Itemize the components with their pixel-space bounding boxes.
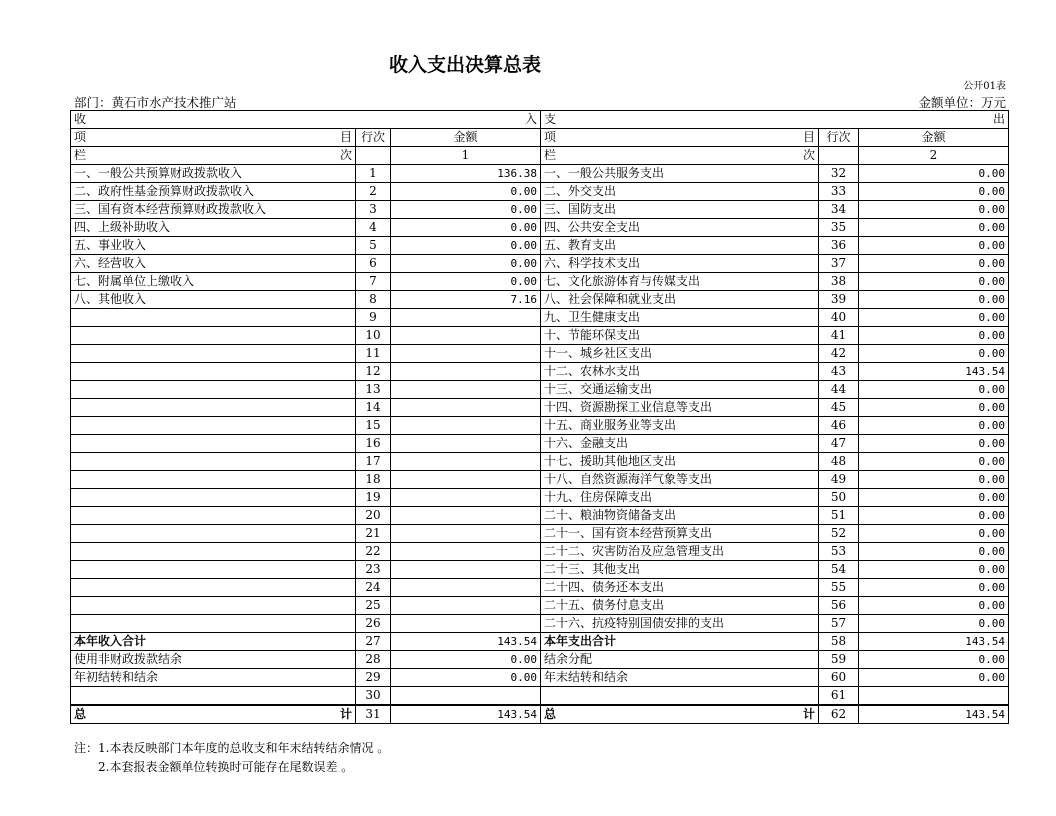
income-row-number: 19 (356, 489, 391, 507)
expense-item-label: 六、科学技术支出 (541, 255, 819, 273)
table-row (71, 615, 1009, 633)
income-item-label (71, 597, 356, 615)
table-row (71, 453, 1009, 471)
income-item-label (71, 615, 356, 633)
income-item-label (71, 309, 356, 327)
income-amount (391, 489, 541, 507)
expense-row-number: 34 (819, 201, 859, 219)
income-amount (391, 507, 541, 525)
income-header-cell: 收 入 (71, 111, 541, 129)
expense-amount: 0.00 (859, 525, 1009, 543)
income-row-number: 12 (356, 363, 391, 381)
table-row (71, 489, 1009, 507)
expense-row-number: 43 (819, 363, 859, 381)
expense-amount: 0.00 (859, 543, 1009, 561)
expense-amount: 0.00 (859, 453, 1009, 471)
expense-item-label: 十八、自然资源海洋气象等支出 (541, 471, 819, 489)
table-row (71, 561, 1009, 579)
expense-amount: 0.00 (859, 579, 1009, 597)
income-row-number: 11 (356, 345, 391, 363)
expense-row-number: 53 (819, 543, 859, 561)
income-row-number: 21 (356, 525, 391, 543)
expense-amount: 0.00 (859, 327, 1009, 345)
expense-row-number: 58 (819, 633, 859, 651)
subtotal-row (71, 633, 1009, 651)
table-row (71, 687, 1009, 706)
expense-row-number: 39 (819, 291, 859, 309)
expense-item-label: 年末结转和结余 (541, 669, 819, 687)
expense-col-index-label: 栏 次 (541, 147, 819, 165)
income-row-number: 18 (356, 471, 391, 489)
expense-amount: 0.00 (859, 507, 1009, 525)
income-row-number: 16 (356, 435, 391, 453)
expense-row-number: 54 (819, 561, 859, 579)
income-amount (391, 687, 541, 706)
note-2: 2.本套报表金额单位转换时可能存在尾数误差 。 (98, 760, 354, 774)
income-row-number: 5 (356, 237, 391, 255)
expense-amount: 0.00 (859, 471, 1009, 489)
expense-row-number: 59 (819, 651, 859, 669)
income-item-label (71, 381, 356, 399)
expense-amount: 0.00 (859, 489, 1009, 507)
income-amount: 0.00 (391, 183, 541, 201)
income-total-amount: 143.54 (391, 705, 541, 724)
expense-row-number: 33 (819, 183, 859, 201)
expense-item-label: 二十、粮油物资储备支出 (541, 507, 819, 525)
table-row (71, 651, 1009, 669)
income-row-number: 10 (356, 327, 391, 345)
expense-row-number: 62 (819, 705, 859, 724)
income-row-number: 6 (356, 255, 391, 273)
table-row (71, 363, 1009, 381)
expense-item-label: 二十一、国有资本经营预算支出 (541, 525, 819, 543)
expense-item-label: 十四、资源勘探工业信息等支出 (541, 399, 819, 417)
income-row-number: 22 (356, 543, 391, 561)
expense-row-number: 36 (819, 237, 859, 255)
income-amount (391, 453, 541, 471)
income-amount: 143.54 (391, 633, 541, 651)
expense-amount: 0.00 (859, 291, 1009, 309)
income-item-header: 项 目 (71, 129, 356, 147)
income-row-number: 23 (356, 561, 391, 579)
expense-row-number: 38 (819, 273, 859, 291)
expense-row-number: 44 (819, 381, 859, 399)
expense-amount: 0.00 (859, 309, 1009, 327)
income-amount (391, 399, 541, 417)
expense-item-label: 二十二、灾害防治及应急管理支出 (541, 543, 819, 561)
expense-amount: 143.54 (859, 633, 1009, 651)
table-row (71, 669, 1009, 687)
expense-row-number: 55 (819, 579, 859, 597)
income-item-label: 三、国有资本经营预算财政拨款收入 (71, 201, 356, 219)
expense-item-label: 二、外交支出 (541, 183, 819, 201)
income-amount (391, 417, 541, 435)
income-row-number: 1 (356, 165, 391, 183)
table-row (71, 381, 1009, 399)
income-row-number: 30 (356, 687, 391, 706)
expense-amount: 0.00 (859, 165, 1009, 183)
expense-amount: 0.00 (859, 435, 1009, 453)
department-label: 部门：黄石市水产技术推广站 (74, 95, 237, 110)
expense-amount: 0.00 (859, 417, 1009, 435)
income-item-label (71, 471, 356, 489)
expense-item-label: 二十五、债务付息支出 (541, 597, 819, 615)
expense-item-label: 九、卫生健康支出 (541, 309, 819, 327)
income-amount: 136.38 (391, 165, 541, 183)
income-item-label: 四、上级补助收入 (71, 219, 356, 237)
income-item-label (71, 327, 356, 345)
table-row (71, 201, 1009, 219)
income-row-number: 3 (356, 201, 391, 219)
income-amount (391, 381, 541, 399)
expense-item-label: 二十四、债务还本支出 (541, 579, 819, 597)
expense-item-label: 十二、农林水支出 (541, 363, 819, 381)
table-row (71, 237, 1009, 255)
expense-col-index: 2 (859, 147, 1009, 165)
expense-item-label: 二十三、其他支出 (541, 561, 819, 579)
income-row-number: 14 (356, 399, 391, 417)
header-row-category (71, 111, 1009, 129)
income-row-number: 20 (356, 507, 391, 525)
expense-row-number: 61 (819, 687, 859, 706)
table-row (71, 399, 1009, 417)
expense-amount (859, 687, 1009, 706)
income-total-label: 总 计 (71, 705, 356, 724)
income-amount (391, 345, 541, 363)
income-item-label: 五、事业收入 (71, 237, 356, 255)
expense-amount: 143.54 (859, 363, 1009, 381)
income-item-label: 二、政府性基金预算财政拨款收入 (71, 183, 356, 201)
note-1: 注：1.本表反映部门本年度的总收支和年末结转结余情况 。 (74, 741, 390, 755)
expense-item-label: 十九、住房保障支出 (541, 489, 819, 507)
table-row (71, 543, 1009, 561)
income-item-label (71, 687, 356, 706)
expense-item-label: 本年支出合计 (541, 633, 819, 651)
expense-row-number: 48 (819, 453, 859, 471)
header-row-column-index (71, 147, 1009, 165)
expense-item-header: 项 目 (541, 129, 819, 147)
income-row-number: 8 (356, 291, 391, 309)
income-amount (391, 435, 541, 453)
income-amount (391, 579, 541, 597)
form-code: 公开01表 (963, 81, 1006, 92)
income-item-label (71, 345, 356, 363)
income-amount (391, 597, 541, 615)
expense-total-label: 总 计 (541, 705, 819, 724)
income-item-label (71, 561, 356, 579)
table-row (71, 273, 1009, 291)
expense-item-label: 十三、交通运输支出 (541, 381, 819, 399)
expense-item-label: 五、教育支出 (541, 237, 819, 255)
expense-row-number: 35 (819, 219, 859, 237)
table-row (71, 183, 1009, 201)
income-amount: 0.00 (391, 651, 541, 669)
income-col-index-label: 栏 次 (71, 147, 356, 165)
income-amount: 0.00 (391, 255, 541, 273)
expense-item-label: 三、国防支出 (541, 201, 819, 219)
income-row-number: 29 (356, 669, 391, 687)
income-item-label (71, 417, 356, 435)
expense-item-label: 十五、商业服务业等支出 (541, 417, 819, 435)
income-amount: 0.00 (391, 201, 541, 219)
footnotes (74, 739, 389, 777)
expense-item-label: 十六、金融支出 (541, 435, 819, 453)
income-amount (391, 615, 541, 633)
expense-item-label: 二十六、抗疫特别国债安排的支出 (541, 615, 819, 633)
income-amount-header: 金额 (391, 129, 541, 147)
income-row-number: 13 (356, 381, 391, 399)
table-row (71, 579, 1009, 597)
expense-item-label: 四、公共安全支出 (541, 219, 819, 237)
expense-row-number: 51 (819, 507, 859, 525)
income-amount (391, 543, 541, 561)
expense-item-label: 十、节能环保支出 (541, 327, 819, 345)
income-amount (391, 309, 541, 327)
expense-row-number: 47 (819, 435, 859, 453)
expense-amount: 0.00 (859, 219, 1009, 237)
income-item-label: 八、其他收入 (71, 291, 356, 309)
expense-row-number: 42 (819, 345, 859, 363)
expense-amount: 0.00 (859, 669, 1009, 687)
income-rowno-header: 行次 (356, 129, 391, 147)
expense-amount-header: 金额 (859, 129, 1009, 147)
income-amount (391, 561, 541, 579)
income-item-label (71, 363, 356, 381)
income-item-label (71, 525, 356, 543)
income-item-label (71, 507, 356, 525)
expense-amount: 0.00 (859, 201, 1009, 219)
expense-amount: 0.00 (859, 399, 1009, 417)
expense-amount: 0.00 (859, 255, 1009, 273)
table-row (71, 525, 1009, 543)
income-item-label: 年初结转和结余 (71, 669, 356, 687)
income-amount: 0.00 (391, 273, 541, 291)
income-expense-table (70, 110, 1009, 724)
income-item-label: 一、一般公共预算财政拨款收入 (71, 165, 356, 183)
expense-row-number: 52 (819, 525, 859, 543)
amount-unit-label: 金额单位：万元 (918, 95, 1006, 110)
income-row-number: 28 (356, 651, 391, 669)
income-amount (391, 327, 541, 345)
expense-amount: 0.00 (859, 597, 1009, 615)
income-row-number: 15 (356, 417, 391, 435)
income-amount: 0.00 (391, 237, 541, 255)
table-row (71, 291, 1009, 309)
income-amount: 7.16 (391, 291, 541, 309)
header-row-columns (71, 129, 1009, 147)
expense-item-label: 七、文化旅游体育与传媒支出 (541, 273, 819, 291)
expense-amount: 0.00 (859, 183, 1009, 201)
expense-row-number: 45 (819, 399, 859, 417)
expense-header-cell: 支 出 (541, 111, 1009, 129)
expense-row-number: 50 (819, 489, 859, 507)
income-row-number: 2 (356, 183, 391, 201)
income-item-label: 使用非财政拨款结余 (71, 651, 356, 669)
table-row (71, 507, 1009, 525)
expense-item-label: 十七、援助其他地区支出 (541, 453, 819, 471)
income-row-number: 27 (356, 633, 391, 651)
income-row-number: 17 (356, 453, 391, 471)
income-item-label: 本年收入合计 (71, 633, 356, 651)
income-row-number: 24 (356, 579, 391, 597)
expense-row-number: 41 (819, 327, 859, 345)
expense-row-number: 57 (819, 615, 859, 633)
table-row (71, 165, 1009, 183)
table-row (71, 597, 1009, 615)
expense-row-number: 37 (819, 255, 859, 273)
expense-item-label: 十一、城乡社区支出 (541, 345, 819, 363)
expense-amount: 0.00 (859, 345, 1009, 363)
expense-total-amount: 143.54 (859, 705, 1009, 724)
expense-row-number: 46 (819, 417, 859, 435)
table-row (71, 345, 1009, 363)
expense-row-number: 60 (819, 669, 859, 687)
expense-item-label: 一、一般公共服务支出 (541, 165, 819, 183)
income-item-label (71, 435, 356, 453)
expense-amount: 0.00 (859, 381, 1009, 399)
income-item-label: 六、经营收入 (71, 255, 356, 273)
expense-row-number: 56 (819, 597, 859, 615)
expense-amount: 0.00 (859, 561, 1009, 579)
income-row-number: 9 (356, 309, 391, 327)
table-row (71, 471, 1009, 489)
table-row (71, 309, 1009, 327)
income-item-label (71, 399, 356, 417)
expense-row-number: 40 (819, 309, 859, 327)
income-col-index: 1 (391, 147, 541, 165)
expense-item-label (541, 687, 819, 706)
income-item-label (71, 453, 356, 471)
income-row-number: 31 (356, 705, 391, 724)
income-row-number: 26 (356, 615, 391, 633)
table-row (71, 219, 1009, 237)
table-row (71, 327, 1009, 345)
expense-row-number: 49 (819, 471, 859, 489)
table-row (71, 417, 1009, 435)
income-item-label: 七、附属单位上缴收入 (71, 273, 356, 291)
expense-amount: 0.00 (859, 237, 1009, 255)
expense-amount: 0.00 (859, 651, 1009, 669)
table-row (71, 435, 1009, 453)
income-item-label (71, 489, 356, 507)
expense-row-number: 32 (819, 165, 859, 183)
expense-item-label: 八、社会保障和就业支出 (541, 291, 819, 309)
income-row-number: 4 (356, 219, 391, 237)
income-amount: 0.00 (391, 219, 541, 237)
income-amount (391, 525, 541, 543)
income-item-label (71, 579, 356, 597)
page-title: 收入支出决算总表 (388, 54, 541, 76)
expense-rowno-header: 行次 (819, 129, 859, 147)
income-row-number: 25 (356, 597, 391, 615)
table-row (71, 255, 1009, 273)
income-row-number: 7 (356, 273, 391, 291)
expense-item-label: 结余分配 (541, 651, 819, 669)
income-amount (391, 471, 541, 489)
income-amount (391, 363, 541, 381)
total-row (71, 705, 1009, 724)
income-item-label (71, 543, 356, 561)
income-amount: 0.00 (391, 669, 541, 687)
expense-amount: 0.00 (859, 615, 1009, 633)
expense-amount: 0.00 (859, 273, 1009, 291)
